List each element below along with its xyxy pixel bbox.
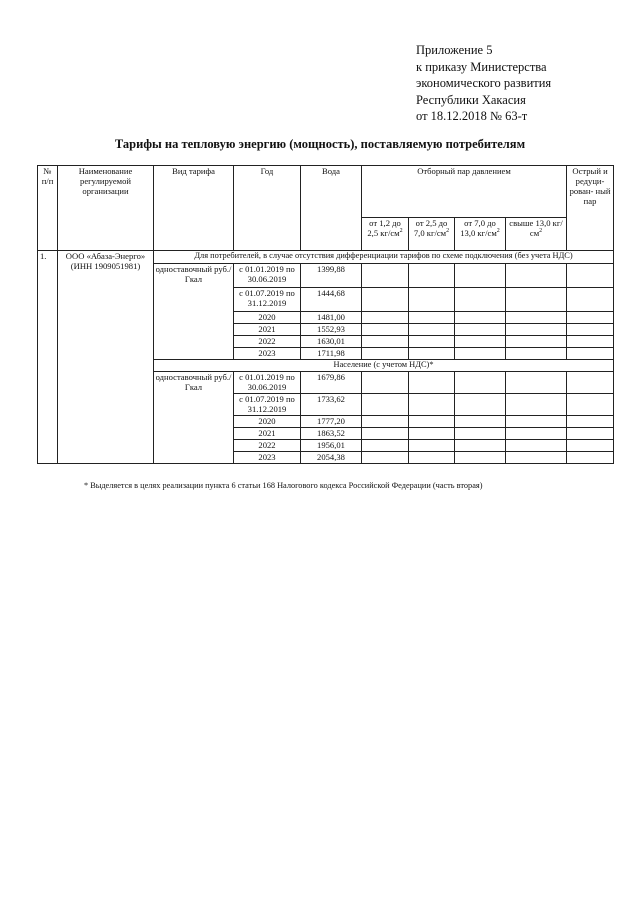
appendix-line: экономического развития [416,76,552,90]
section-title: Для потребителей, в случае отсутствия дифференциации тарифов по схеме подключения (без учета НДС) [154,251,614,264]
empty-cell [409,324,455,336]
appendix-header [416,42,551,125]
header-pressure-4: свыше 13,0 $кг/см^2$ [506,218,567,251]
empty-cell [506,428,567,440]
tariff-type: одноставочный руб./Гкал [154,372,234,464]
water-value: 1679,86 [301,372,362,394]
header-pressure-1: от 1,2 до 2,5 $кг/см^2$ [362,218,409,251]
empty-cell [506,312,567,324]
empty-cell [409,372,455,394]
empty-cell [455,324,506,336]
empty-cell [506,372,567,394]
period-cell: 2021 [234,324,301,336]
empty-cell [409,428,455,440]
empty-cell [567,324,614,336]
appendix-line: к приказу Министерства [416,59,547,74]
period-cell: с 01.07.2019 по 31.12.2019 [234,394,301,416]
header-tariff-type: Вид тарифа [154,166,234,251]
header-number: № п/п [38,166,58,251]
empty-cell [455,348,506,360]
water-value: 1630,01 [301,336,362,348]
empty-cell [506,324,567,336]
empty-cell [567,348,614,360]
empty-cell [362,428,409,440]
empty-cell [506,288,567,312]
footnote: * Выделяется в целях реализации пункта 6 статьи 168 Налогового кодекса Российской Федерации (часть вторая) [84,481,483,490]
empty-cell [362,336,409,348]
empty-cell [409,452,455,464]
empty-cell [567,312,614,324]
empty-cell [455,428,506,440]
water-value: 1711,98 [301,348,362,360]
period-cell: с 01.01.2019 по 30.06.2019 [234,372,301,394]
water-value: 2054,38 [301,452,362,464]
organization-inn: (ИНН 1909051981) [70,261,141,271]
header-year: Год [234,166,301,251]
empty-cell [362,440,409,452]
empty-cell [506,336,567,348]
header-organization: Наименование регулируемой организации [58,166,154,251]
water-value: 1552,93 [301,324,362,336]
period-cell: 2023 [234,348,301,360]
water-value: 1444,68 [301,288,362,312]
water-value: 1399,88 [301,264,362,288]
period-cell: 2023 [234,452,301,464]
header-sharp-steam: Острый и редуци- рован- ный пар [567,166,614,251]
period-cell: 2020 [234,416,301,428]
section-title: Население (с учетом НДС)* [154,360,614,372]
empty-cell [567,372,614,394]
water-value: 1777,20 [301,416,362,428]
period-cell: 2021 [234,428,301,440]
appendix-line: Республики Хакасия [416,92,526,107]
empty-cell [567,428,614,440]
empty-cell [455,394,506,416]
empty-cell [409,394,455,416]
empty-cell [506,440,567,452]
empty-cell [409,348,455,360]
water-value: 1863,52 [301,428,362,440]
empty-cell [362,394,409,416]
tariff-type: одноставочный руб./Гкал [154,264,234,360]
empty-cell [455,440,506,452]
empty-cell [455,288,506,312]
empty-cell [567,394,614,416]
empty-cell [409,288,455,312]
empty-cell [409,312,455,324]
appendix-line: от 18.12.2018 № 63-т [416,109,528,123]
empty-cell [455,452,506,464]
empty-cell [409,440,455,452]
empty-cell [455,372,506,394]
tariff-table [37,165,614,464]
empty-cell [506,394,567,416]
empty-cell [362,324,409,336]
empty-cell [409,416,455,428]
organization-name: ООО «Абаза-Энерго» [65,251,146,261]
row-number: 1. [38,251,58,464]
empty-cell [506,348,567,360]
water-value: 1956,01 [301,440,362,452]
empty-cell [506,452,567,464]
header-pressure-2: от 2,5 до 7,0 $кг/см^2$ [409,218,455,251]
water-value: 1481,00 [301,312,362,324]
empty-cell [567,416,614,428]
header-steam: Отборный пар давлением [362,166,567,218]
empty-cell [362,452,409,464]
empty-cell [567,288,614,312]
empty-cell [362,288,409,312]
empty-cell [362,264,409,288]
document-title: Тарифы на тепловую энергию (мощность), поставляемую потребителям [114,137,526,151]
empty-cell [362,416,409,428]
appendix-line: Приложение 5 [416,43,493,57]
period-cell: 2020 [234,312,301,324]
empty-cell [567,440,614,452]
empty-cell [506,264,567,288]
empty-cell [455,416,506,428]
empty-cell [506,416,567,428]
empty-cell [455,336,506,348]
header-water: Вода [301,166,362,251]
empty-cell [362,312,409,324]
period-cell: 2022 [234,336,301,348]
empty-cell [409,336,455,348]
empty-cell [455,312,506,324]
water-value: 1733,62 [301,394,362,416]
empty-cell [455,264,506,288]
header-pressure-3: от 7,0 до 13,0 $кг/см^2$ [455,218,506,251]
organization-cell [58,251,154,464]
empty-cell [567,264,614,288]
period-cell: с 01.01.2019 по 30.06.2019 [234,264,301,288]
empty-cell [567,452,614,464]
empty-cell [362,372,409,394]
empty-cell [409,264,455,288]
empty-cell [362,348,409,360]
empty-cell [567,336,614,348]
period-cell: с 01.07.2019 по 31.12.2019 [234,288,301,312]
period-cell: 2022 [234,440,301,452]
